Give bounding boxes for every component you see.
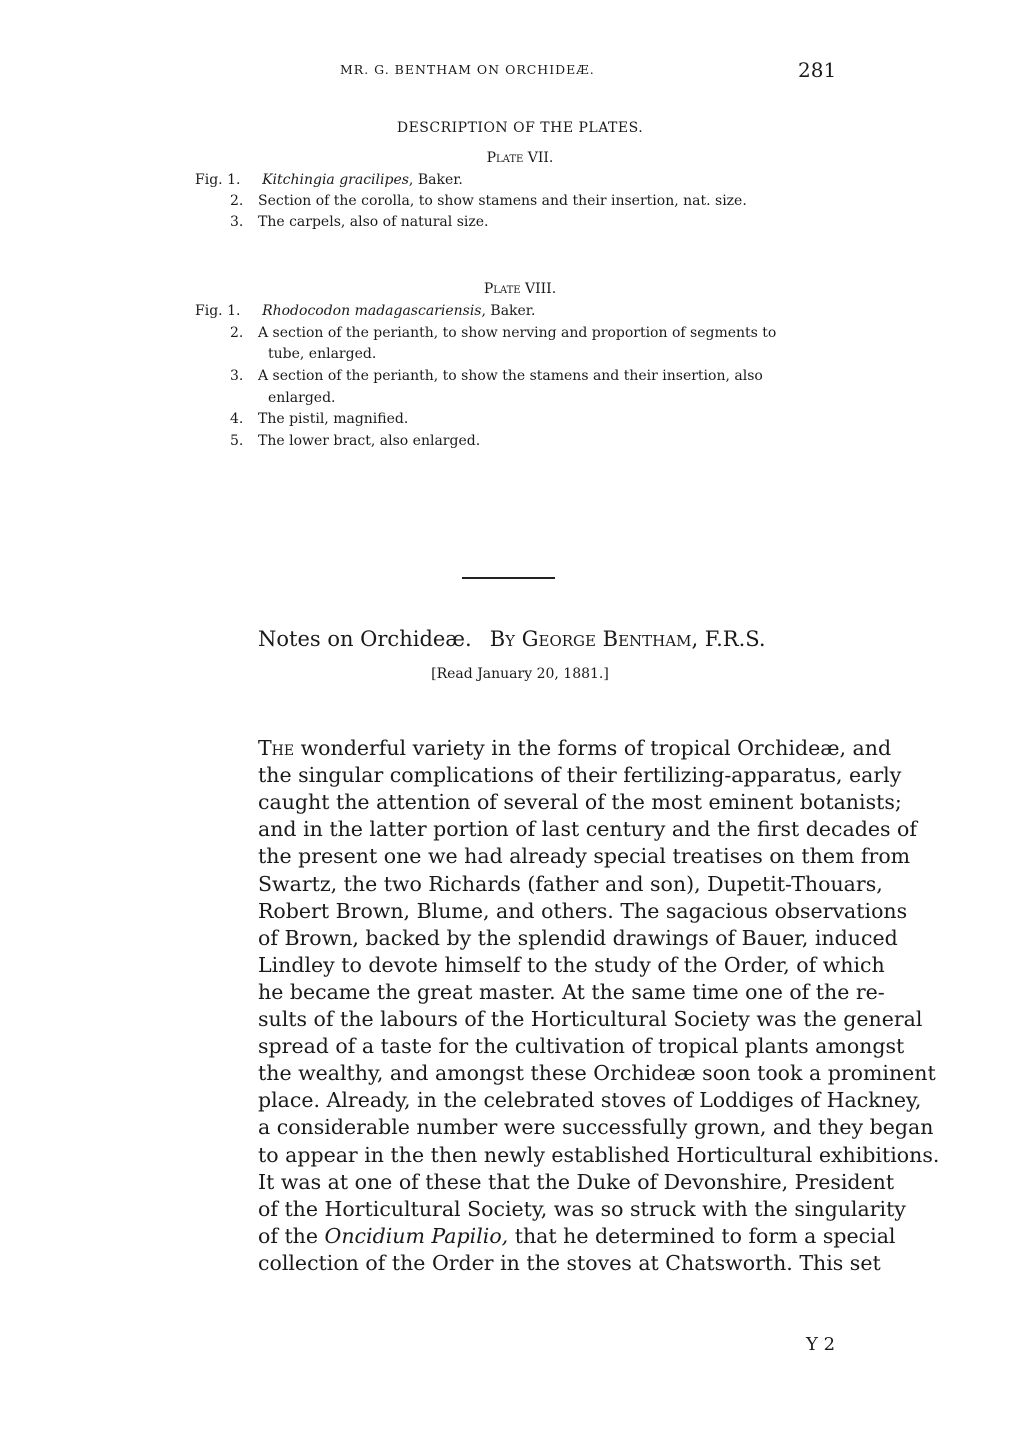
plate-viii-fig-2 bbox=[230, 325, 818, 341]
body-line: caught the attention of several of the most eminent botanists; bbox=[258, 790, 902, 815]
body-line: place. Already, in the celebrated stoves of Loddiges of Hackney, bbox=[258, 1088, 922, 1113]
plate-viii-fig-3-cont: enlarged. bbox=[268, 390, 336, 406]
plate-vii-label: Plate VII. bbox=[486, 150, 554, 166]
plate-viii-fig-5 bbox=[230, 433, 818, 449]
body-line bbox=[258, 736, 892, 760]
line-text: that he determined to form a special bbox=[508, 1223, 896, 1248]
fig-label: Fig. bbox=[195, 303, 223, 319]
first-word: The bbox=[258, 736, 295, 760]
page-number: 281 bbox=[798, 58, 837, 82]
species-author: , Baker. bbox=[408, 172, 463, 188]
body-line bbox=[258, 1223, 896, 1248]
fig-number: 3. bbox=[230, 214, 244, 230]
body-line: he became the great master. At the same time one of the re- bbox=[258, 979, 885, 1004]
species-author: , Baker. bbox=[481, 303, 536, 319]
body-line: Swartz, the two Richards (father and son), Dupetit-Thouars, bbox=[258, 871, 883, 896]
plate-viii-fig-4 bbox=[230, 411, 818, 427]
plate-viii-label: Plate VIII. bbox=[483, 281, 557, 297]
fig-caption: A section of the perianth, to show the stamens and their insertion, also bbox=[258, 368, 763, 384]
body-line: and in the latter portion of last century and the first decades of bbox=[258, 817, 917, 842]
species-name: Rhodocodon madagascariensis bbox=[262, 303, 482, 319]
fig-caption: The pistil, magnified. bbox=[258, 411, 409, 427]
fig-number: 1. bbox=[227, 303, 241, 319]
plate-vii-fig-3 bbox=[230, 214, 818, 230]
body-line: the present one we had already special treatises on them from bbox=[258, 844, 911, 869]
plate-vii-fig-2 bbox=[230, 193, 818, 209]
fig-number: 2. bbox=[230, 325, 244, 341]
body-line: Robert Brown, Blume, and others. The sagacious observations bbox=[258, 898, 908, 923]
fig-number: 3. bbox=[230, 368, 244, 384]
fig-caption: The carpels, also of natural size. bbox=[258, 214, 489, 230]
fig-caption: A section of the perianth, to show nerving and proportion of segments to bbox=[258, 325, 777, 341]
fig-caption: The lower bract, also enlarged. bbox=[258, 433, 481, 449]
fig-caption: Section of the corolla, to show stamens and their insertion, nat. size. bbox=[258, 193, 747, 209]
plate-viii-fig-2-cont: tube, enlarged. bbox=[268, 346, 377, 362]
title-text: Notes on Orchideæ. bbox=[258, 627, 472, 651]
body-line: a considerable number were successfully grown, and they began bbox=[258, 1115, 934, 1140]
signature-mark: Y 2 bbox=[806, 1334, 836, 1355]
running-title: MR. G. BENTHAM ON ORCHIDEÆ. bbox=[340, 62, 595, 77]
body-line: It was at one of these that the Duke of Devonshire, President bbox=[258, 1169, 895, 1194]
body-line: spread of a taste for the cultivation of tropical plants amongst bbox=[258, 1034, 905, 1059]
body-line: sults of the labours of the Horticultural Society was the general bbox=[258, 1007, 923, 1031]
species-name: Oncidium Papilio, bbox=[324, 1223, 509, 1248]
body-line: collection of the Order in the stoves at Chatsworth. This set bbox=[258, 1250, 881, 1275]
fig-number: 2. bbox=[230, 193, 244, 209]
byline: By George Bentham, F.R.S. bbox=[489, 627, 766, 651]
fig-number: 5. bbox=[230, 433, 244, 449]
section-divider bbox=[462, 577, 555, 579]
body-line: of Brown, backed by the splendid drawings of Bauer, induced bbox=[258, 925, 898, 950]
plate-viii-fig-3 bbox=[230, 368, 818, 384]
body-line: the wealthy, and amongst these Orchideæ soon took a prominent bbox=[258, 1061, 936, 1086]
plates-heading: DESCRIPTION OF THE PLATES. bbox=[396, 120, 644, 136]
line-text: wonderful variety in the forms of tropical Orchideæ, and bbox=[294, 736, 892, 760]
line-text: of the bbox=[258, 1223, 325, 1248]
body-line: the singular complications of their fertilizing-apparatus, early bbox=[258, 763, 902, 788]
body-line: of the Horticultural Society, was so struck with the singularity bbox=[258, 1196, 906, 1221]
fig-number: 4. bbox=[230, 411, 244, 427]
article-title bbox=[258, 627, 766, 651]
body-line: to appear in the then newly established Horticultural exhibitions. bbox=[258, 1142, 940, 1167]
fig-number: 1. bbox=[227, 172, 241, 188]
fig-label: Fig. bbox=[195, 172, 223, 188]
plate-viii-fig-1 bbox=[195, 303, 535, 319]
read-date: [Read January 20, 1881.] bbox=[431, 666, 609, 682]
body-line: Lindley to devote himself to the study of the Order, of which bbox=[258, 952, 885, 977]
species-name: Kitchingia gracilipes bbox=[262, 172, 409, 188]
plate-vii-fig-1 bbox=[195, 172, 463, 188]
